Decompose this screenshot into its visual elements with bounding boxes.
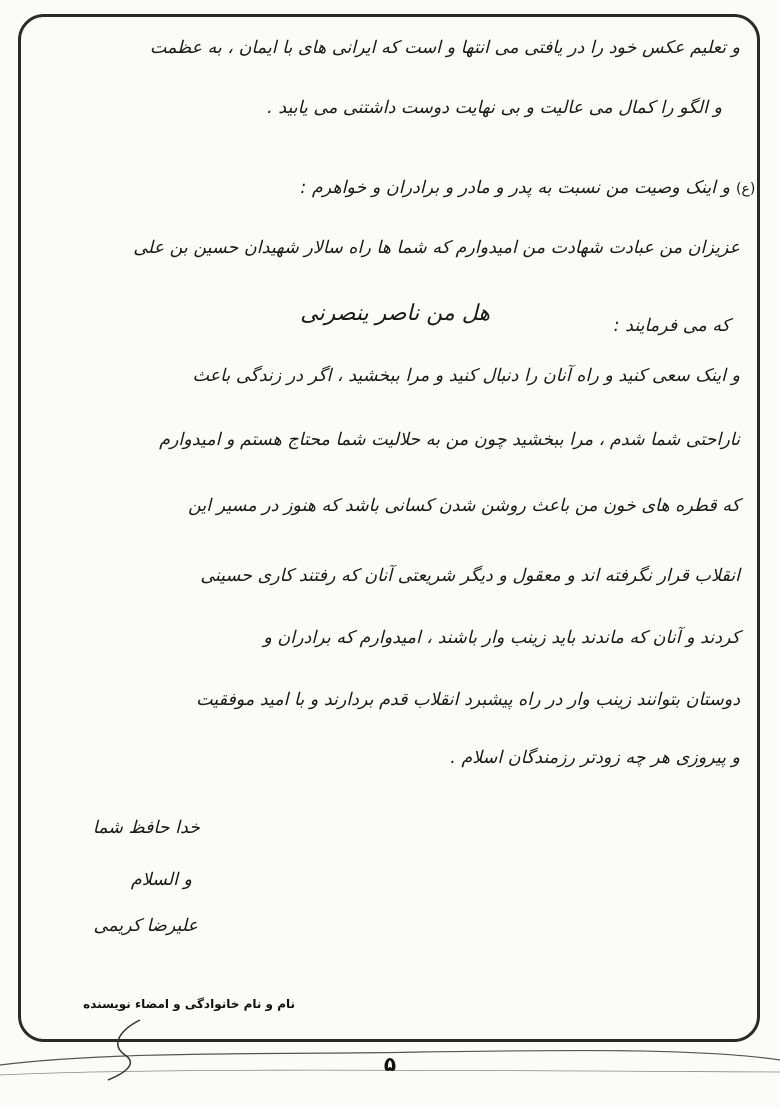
letter-line: و تعلیم عکس خود را در یافتی می انتها و است که ایرانی های با ایمان ، به عظمت bbox=[149, 38, 740, 58]
margin-note-text: (ع) bbox=[736, 181, 756, 197]
letter-line: و اینک وصیت من نسبت به پدر و مادر و برادران و خواهرم : bbox=[300, 178, 730, 198]
letter-heading: هل من ناصر ینصرنی bbox=[300, 301, 490, 326]
letter-line: و الگو را کمال می عالیت و بی نهایت دوست داشتنی می یابید . bbox=[267, 98, 722, 118]
closing-line: خدا حافظ شما bbox=[92, 818, 200, 838]
letter-line: عزیزان من عبادت شهادت من امیدوارم که شما ها راه سالار شهیدان حسین بن علی bbox=[133, 238, 740, 258]
letter-line: کردند و آنان که ماندند باید زینب وار باشند ، امیدوارم که برادران و bbox=[263, 628, 740, 648]
letter-line: انقلاب قرار نگرفته اند و معقول و دیگر شریعتی آنان که رفتند کاری حسینی bbox=[200, 566, 740, 586]
letter-line: ناراحتی شما شدم ، مرا ببخشید چون من به حلالیت شما محتاج هستم و امیدوارم bbox=[159, 430, 740, 450]
signature-scrawl-icon bbox=[100, 1010, 160, 1090]
letter-line: و پیروزی هر چه زودتر رزمندگان اسلام . bbox=[450, 748, 740, 768]
letter-line: که قطره های خون من باعث روشن شدن کسانی باشد که هنوز در مسیر این bbox=[188, 496, 740, 516]
margin-note bbox=[736, 178, 776, 214]
signature-name: علیرضا کریمی bbox=[93, 916, 198, 936]
letter-line: دوستان بتوانند زینب وار در راه پیشبرد انقلاب قدم بردارند و با امید موفقیت bbox=[196, 690, 740, 710]
letter-line: و اینک سعی کنید و راه آنان را دنبال کنید و مرا ببخشید ، اگر در زندگی باعث bbox=[192, 366, 740, 386]
signature-label: نام و نام خانوادگی و امضاء نویسنده bbox=[83, 997, 295, 1011]
closing-line: و السلام bbox=[130, 870, 192, 890]
page-number: ۵ bbox=[383, 1052, 397, 1076]
letter-line: که می فرمایند : bbox=[613, 316, 730, 336]
